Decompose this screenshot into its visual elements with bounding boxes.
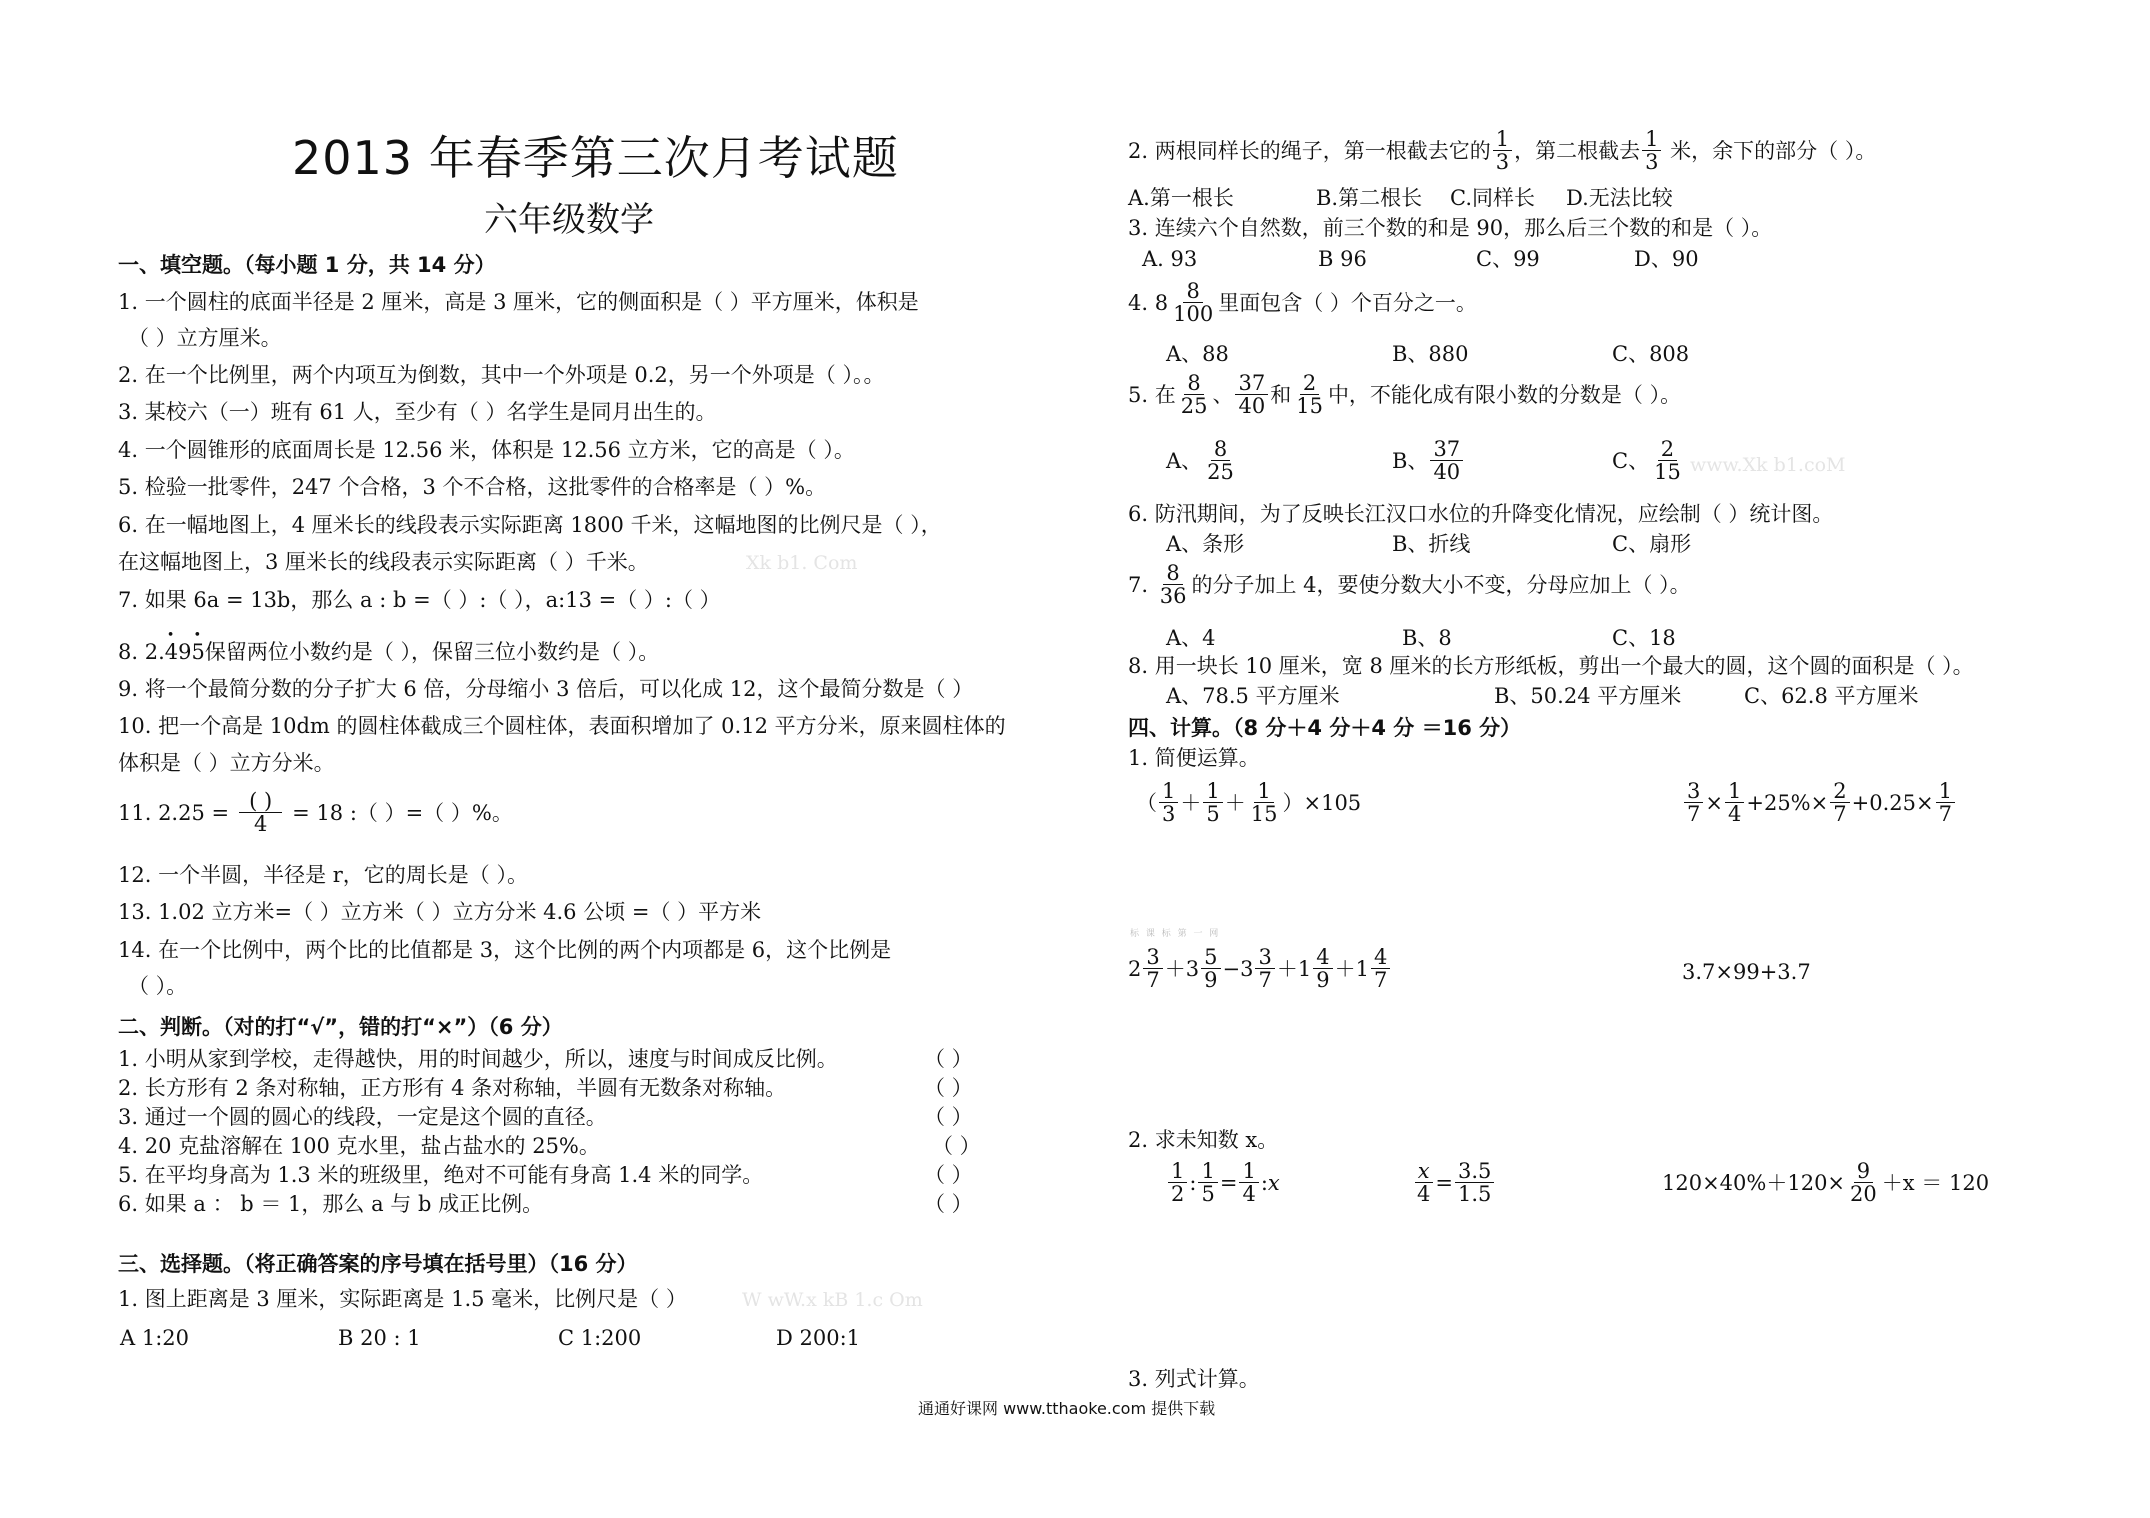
s4-expr2-mid: +0.25× xyxy=(1851,790,1934,815)
numerator: 2 xyxy=(1658,438,1677,461)
numerator: 8 xyxy=(1183,280,1202,303)
answer-bracket: （ ） xyxy=(924,1105,973,1129)
watermark: W wW.x kB 1.c Om xyxy=(742,1289,923,1311)
fraction xyxy=(1293,372,1326,417)
s3-q2-option: B.第二根长 xyxy=(1316,186,1423,210)
section4-heading: 四、计算。（8 分＋4 分＋4 分 ＝16 分） xyxy=(1128,716,1522,740)
fraction xyxy=(1651,438,1684,483)
s3-q2-text1: 两根同样长的绳子，第一根截去它的 xyxy=(1154,138,1491,163)
s3-q7-label: 7. xyxy=(1128,572,1149,597)
s4-eq3-pre: 120×40%＋120× xyxy=(1662,1170,1846,1195)
numerator: ( ) xyxy=(239,790,282,813)
s1-q4: 4. 一个圆锥形的底面周长是 12.56 米，体积是 12.56 立方米，它的高是（ ）。 xyxy=(118,438,855,462)
s1-q9: 9. 将一个最简分数的分子扩大 6 倍，分母缩小 3 倍后，可以化成 12，这个最简分数是（ ） xyxy=(118,677,974,701)
footer-credit: 通通好课网 www.tthaoke.com 提供下载 xyxy=(918,1399,1216,1418)
s4-eq2: $\frac{x}{4}$ = $\frac{3.5}{1.5}$ xyxy=(1412,1160,1496,1205)
s3-q1-option: A 1:20 xyxy=(120,1326,189,1350)
s3-q3 xyxy=(1128,214,1772,242)
s3-q5-text1: 在 xyxy=(1154,382,1176,407)
denominator: 36 xyxy=(1159,584,1187,608)
s3-q2-text3: 米，余下的部分（ ）。 xyxy=(1670,138,1877,163)
s3-q7-option: A、4 xyxy=(1166,626,1216,650)
option-letter: A、 xyxy=(1166,448,1203,473)
s3-q3-text: 连续六个自然数，前三个数的和是 90，那么后三个数的和是（ ）。 xyxy=(1154,216,1773,240)
s3-q1-option: B 20 : 1 xyxy=(338,1326,421,1350)
s3-q1-option: C 1:200 xyxy=(558,1326,642,1350)
s3-q2-option: C.同样长 xyxy=(1450,186,1535,210)
s3-q5-option-b xyxy=(1392,438,1465,483)
s4-expr2-pct: +25%× xyxy=(1746,790,1829,815)
s2-item: 2. 长方形有 2 条对称轴，正方形有 4 条对称轴，半圆有无数条对称轴。 xyxy=(118,1076,787,1100)
s4-sub2: 2. 求未知数 x。 xyxy=(1128,1128,1279,1152)
s1-q14-line2: （ ）。 xyxy=(128,974,188,998)
numerator: 1 xyxy=(1642,128,1661,151)
denominator: 25 xyxy=(1180,394,1208,418)
s1-q14-line1: 14. 在一个比例中，两个比的比值都是 3，这个比例的两个内项都是 6，这个比例是 xyxy=(118,938,892,962)
s4-eq1: $\frac{1}{2}$ : $\frac{1}{5}$ = $\frac{1}{4}$ : x xyxy=(1166,1160,1280,1205)
denominator: 15 xyxy=(1296,394,1323,418)
s3-q8-option: C、62.8 平方厘米 xyxy=(1744,684,1919,708)
s1-q6-line1: 6. 在一幅地图上，4 厘米长的线段表示实际距离 1800 千米，这幅地图的比例尺是（ ）， xyxy=(118,513,942,537)
denominator: 3 xyxy=(1495,150,1510,174)
s3-q4 xyxy=(1128,280,1477,325)
denominator: 3 xyxy=(1162,802,1176,826)
s4-sub3: 3. 列式计算。 xyxy=(1128,1367,1260,1391)
s3-q4-option: B、880 xyxy=(1392,342,1469,366)
s1-q7: 7. 如果 6a = 13b，那么 a : b =（ ）:（ ），a:13 =（ ）:（ ） xyxy=(118,588,721,612)
s4-eq3-tail: ＋x ＝ 120 xyxy=(1881,1170,1990,1195)
s3-q2-option: D.无法比较 xyxy=(1566,186,1673,210)
s1-q12: 12. 一个半圆，半径是 r，它的周长是（ ）。 xyxy=(118,863,528,887)
s3-q7-option: C、18 xyxy=(1612,626,1676,650)
s3-q6 xyxy=(1128,500,1833,528)
s3-q1: 1. 图上距离是 3 厘米，实际距离是 1.5 毫米，比例尺是（ ） xyxy=(118,1287,687,1311)
s1-q10-line1: 10. 把一个高是 10dm 的圆柱体截成三个圆柱体，表面积增加了 0.12 平方分米，原来圆柱体的 xyxy=(118,714,1006,738)
s3-q4-text: 里面包含（ ）个百分之一。 xyxy=(1218,290,1477,315)
watermark: www.Xk b1.coM xyxy=(1690,454,1846,476)
option-letter: C、 xyxy=(1612,448,1650,473)
s3-q3-option: D、90 xyxy=(1634,247,1699,271)
answer-bracket: （ ） xyxy=(924,1192,973,1216)
s1-q8-prefix: 8. 2. xyxy=(118,640,165,664)
s3-q5-option-a xyxy=(1166,438,1239,483)
s3-q7 xyxy=(1128,562,1691,607)
s3-q7-option: B、8 xyxy=(1402,626,1452,650)
s3-q4-label: 4. xyxy=(1128,290,1149,315)
fraction xyxy=(1203,780,1222,825)
s3-q3-label: 3. xyxy=(1128,216,1149,240)
s4-expr3: 2 $\frac{3}{7}$ ＋3 $\frac{5}{9}$ −3 $\frac{3}{7}$ ＋1 $\frac{4}{9}$ ＋1 $\frac{4}{7}$ xyxy=(1128,946,1392,991)
s3-q3-option: B 96 xyxy=(1318,247,1367,271)
fraction: $\frac{1}{7}$ xyxy=(1936,780,1955,825)
answer-bracket: （ ） xyxy=(924,1076,973,1100)
watermark: Xk b1. Com xyxy=(746,552,858,574)
numerator: 1 xyxy=(1203,780,1222,803)
s3-q1-option: D 200:1 xyxy=(776,1326,861,1350)
s3-q6-option: C、扇形 xyxy=(1612,532,1692,556)
denominator: 15 xyxy=(1250,802,1278,826)
s3-q5-label: 5. xyxy=(1128,382,1149,407)
s3-q6-option: B、折线 xyxy=(1392,532,1471,556)
s1-q1-line1: 1. 一个圆柱的底面半径是 2 厘米，高是 3 厘米，它的侧面积是（ ）平方厘米，体积是 xyxy=(118,290,919,314)
s3-q4-option: C、808 xyxy=(1612,342,1690,366)
fraction xyxy=(1157,562,1190,607)
fraction xyxy=(239,790,282,835)
s1-q8 xyxy=(118,638,659,666)
s2-item: 3. 通过一个圆的圆心的线段，一定是这个圆的直径。 xyxy=(118,1105,607,1129)
s1-q11 xyxy=(118,790,513,835)
denominator: 40 xyxy=(1238,394,1266,418)
denominator: 3 xyxy=(1645,150,1659,174)
section3-heading: 三、选择题。（将正确答案的序号填在括号里）（16 分） xyxy=(118,1252,638,1276)
s1-q5: 5. 检验一批零件，247 个合格，3 个不合格，这批零件的合格率是（ ）%。 xyxy=(118,475,827,499)
s3-q3-option: C、99 xyxy=(1476,247,1540,271)
s1-q8-text: 保留两位小数约是（ ），保留三位小数约是（ ）。 xyxy=(204,640,660,664)
s3-q2-text2: ，第二根截去 xyxy=(1514,138,1641,163)
fraction xyxy=(1170,280,1216,325)
numerator: 37 xyxy=(1235,372,1268,395)
s2-item: 1. 小明从家到学校，走得越快，用的时间越少，所以，速度与时间成反比例。 xyxy=(118,1047,838,1071)
s3-q3-option: A. 93 xyxy=(1142,247,1198,271)
denominator: 5 xyxy=(1206,802,1220,826)
s1-q13: 13. 1.02 立方米=（ ）立方米（ ）立方分米 4.6 公顷 =（ ）平方米 xyxy=(118,900,762,924)
s3-q8-option: B、50.24 平方厘米 xyxy=(1494,684,1682,708)
s2-item: 4. 20 克盐溶解在 100 克水里，盐占盐水的 25%。 xyxy=(118,1134,600,1158)
s3-q5-text2: 中，不能化成有限小数的分数是（ ）。 xyxy=(1327,382,1682,407)
numerator: 37 xyxy=(1430,438,1463,461)
denominator: 25 xyxy=(1207,460,1234,484)
numerator: 1 xyxy=(1254,780,1273,803)
fraction xyxy=(1493,128,1512,173)
fraction xyxy=(1178,372,1211,417)
s3-q6-option: A、条形 xyxy=(1166,532,1245,556)
s3-q8: 8. 用一块长 10 厘米，宽 8 厘米的长方形纸板，剪出一个最大的圆，这个圆的面积是（ ）。 xyxy=(1128,654,1974,678)
s1-q11-text: = 18 :（ ）=（ ）%。 xyxy=(292,800,513,825)
s3-q4-option: A、88 xyxy=(1166,342,1229,366)
s3-q6-label: 6. xyxy=(1128,502,1149,526)
option-letter: B、 xyxy=(1392,448,1429,473)
s2-item: 6. 如果 a ： b ＝ 1，那么 a 与 b 成正比例。 xyxy=(118,1192,544,1216)
page-subtitle: 六年级数学 xyxy=(484,200,654,240)
s1-q8-digit: 9 xyxy=(178,640,192,664)
s3-q5-option-c xyxy=(1612,438,1686,483)
s1-q10-line2: 体积是（ ）立方分米。 xyxy=(118,751,335,775)
whole-part: 8 xyxy=(1154,290,1169,315)
denominator: 100 xyxy=(1173,302,1214,326)
s3-q8-option: A、78.5 平方厘米 xyxy=(1166,684,1340,708)
separator: 、 xyxy=(1212,382,1234,407)
fraction xyxy=(1235,372,1268,417)
fraction: $\frac{3}{7}$ xyxy=(1684,780,1703,825)
fraction xyxy=(1642,128,1661,173)
fraction xyxy=(1204,438,1237,483)
s1-q1-line2: （ ）立方厘米。 xyxy=(128,326,282,350)
numerator: 1 xyxy=(1159,780,1178,803)
s3-q2-option: A.第一根长 xyxy=(1128,186,1234,210)
section1-heading: 一、填空题。（每小题 1 分，共 14 分） xyxy=(118,253,496,277)
answer-bracket: （ ） xyxy=(924,1047,973,1071)
denominator: 40 xyxy=(1433,460,1461,484)
denominator: 4 xyxy=(253,812,268,836)
s3-q5 xyxy=(1128,372,1681,417)
s1-q3: 3. 某校六（一）班有 61 人，至少有（ ）名学生是同月出生的。 xyxy=(118,400,717,424)
s3-q2-label: 2. xyxy=(1128,138,1149,163)
repeating-dot-digit: • 5 xyxy=(192,638,205,666)
fraction xyxy=(1430,438,1463,483)
fraction xyxy=(1248,780,1281,825)
fraction xyxy=(1159,780,1178,825)
faint-watermark: 标 课 标 第 一 网 xyxy=(1130,929,1221,939)
fraction: $\frac{1}{4}$ xyxy=(1725,780,1744,825)
numerator: 8 xyxy=(1184,372,1203,395)
s2-item: 5. 在平均身高为 1.3 米的班级里，绝对不可能有身高 1.4 米的同学。 xyxy=(118,1163,764,1187)
numerator: 1 xyxy=(1493,128,1512,151)
denominator: 15 xyxy=(1654,460,1681,484)
s4-expr1-tail: ）×105 xyxy=(1282,790,1362,815)
mixed-number xyxy=(1155,280,1218,325)
s4-expr2: $\frac{3}{7}$ × $\frac{1}{4}$ +25%× $\frac{2}{7}$ +0.25× $\frac{1}{7}$ xyxy=(1682,780,1957,825)
answer-bracket: （ ） xyxy=(924,1163,973,1187)
s1-q6-line2: 在这幅地图上，3 厘米长的线段表示实际距离（ ）千米。 xyxy=(118,550,649,574)
numerator: 8 xyxy=(1211,438,1230,461)
s4-eq3: 120×40%＋120× $\frac{9}{20}$ ＋x ＝ 120 xyxy=(1662,1159,1990,1206)
s1-q11-prefix: 11. 2.25 = xyxy=(118,800,230,825)
s3-q6-text: 防汛期间，为了反映长江汉口水位的升降变化情况，应绘制（ ）统计图。 xyxy=(1154,502,1834,526)
page-title: 2013 年春季第三次月考试题 xyxy=(292,131,899,185)
conjunction: 和 xyxy=(1270,382,1292,407)
section2-heading: 二、判断。（对的打“√”，错的打“×”）（6 分） xyxy=(118,1015,563,1039)
numerator: 2 xyxy=(1300,372,1319,395)
s4-sub1: 1. 简便运算。 xyxy=(1128,746,1260,770)
s3-q2 xyxy=(1128,128,1876,173)
s4-expr4: 3.7×99+3.7 xyxy=(1682,960,1811,984)
fraction: $\frac{2}{7}$ xyxy=(1830,780,1849,825)
s4-expr1: （ $\frac{1}{3}$ ＋ $\frac{1}{5}$ ＋ $\frac{1}{15}$ ）×105 xyxy=(1136,779,1362,826)
numerator: 8 xyxy=(1163,562,1182,585)
repeating-dot-digit: • 4 xyxy=(165,638,178,666)
answer-bracket: （ ） xyxy=(932,1134,981,1158)
s3-q7-text: 的分子加上 4，要使分数大小不变，分母应加上（ ）。 xyxy=(1191,572,1691,597)
s1-q2: 2. 在一个比例里，两个内项互为倒数，其中一个外项是 0.2，另一个外项是（ ）。。 xyxy=(118,363,885,387)
